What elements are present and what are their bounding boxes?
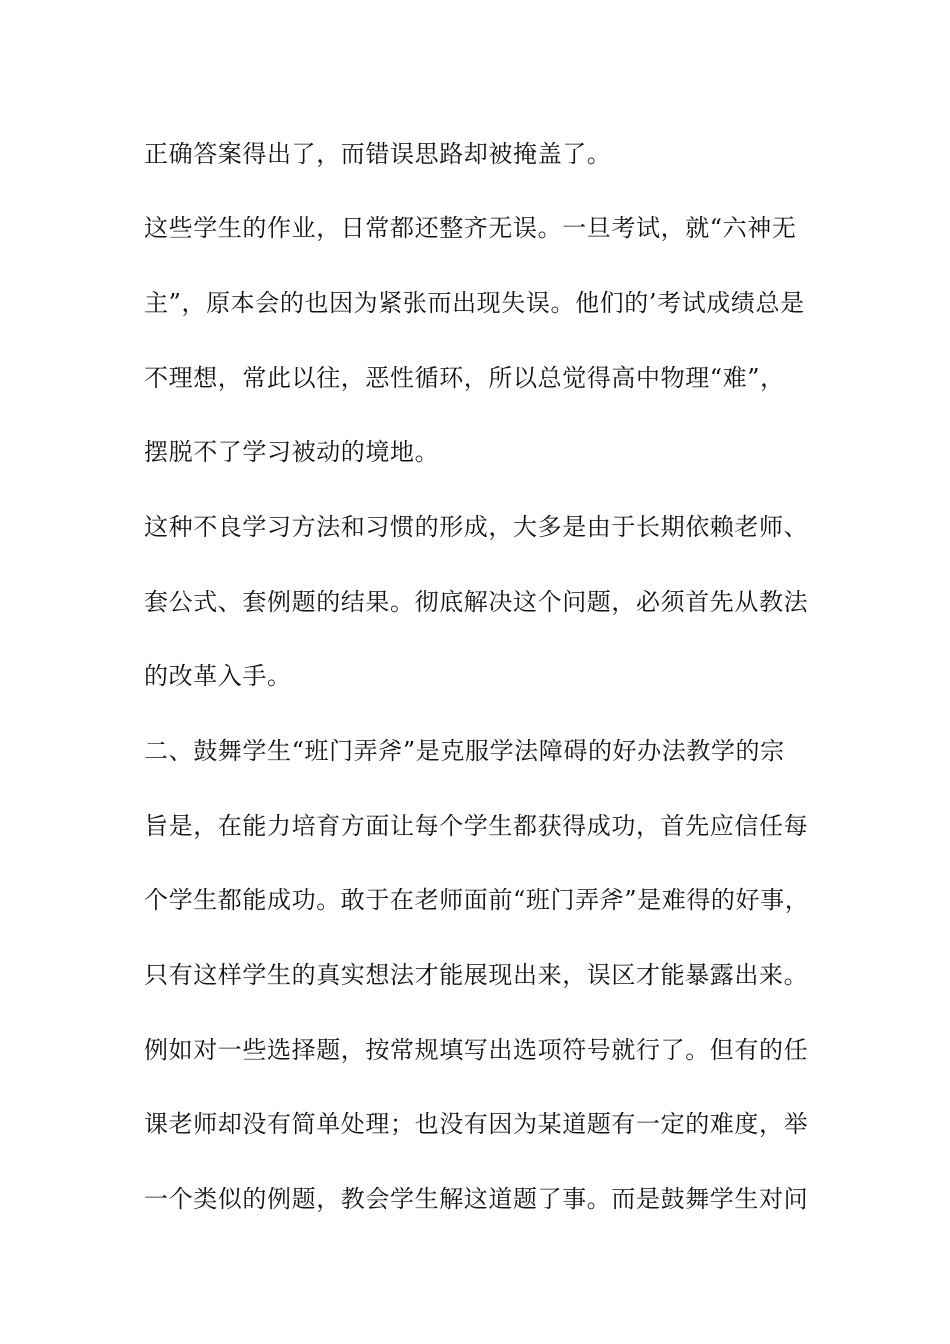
text-line: 套公式、套例题的结果。彻底解决这个问题，必须首先从教法 bbox=[144, 588, 809, 616]
text-line: 正确答案得出了，而错误思路却被掩盖了。 bbox=[144, 140, 612, 168]
text-line: 只有这样学生的真实想法才能展现出来，误区才能暴露出来。 bbox=[144, 961, 809, 989]
text-line: 例如对一些选择题，按常规填写出选项符号就行了。但有的任 bbox=[144, 1036, 809, 1064]
text-line: 旨是，在能力培育方面让每个学生都获得成功，首先应信任每 bbox=[144, 812, 809, 840]
text-line: 摆脱不了学习被动的境地。 bbox=[144, 438, 440, 466]
text-line: 一个类似的例题，教会学生解这道题了事。而是鼓舞学生对问 bbox=[144, 1185, 809, 1213]
text-line: 这种不良学习方法和习惯的形成，大多是由于长期依赖老师、 bbox=[144, 513, 809, 541]
text-line: 课老师却没有简单处理；也没有因为某道题有一定的难度，举 bbox=[144, 1110, 809, 1138]
text-line: 二、鼓舞学生“班门弄斧”是克服学法障碍的好办法教学的宗 bbox=[144, 737, 785, 765]
text-line: 不理想，常此以往，恶性循环，所以总觉得高中物理“难”， bbox=[144, 364, 785, 392]
text-line: 个学生都能成功。敢于在老师面前“班门弄斧”是难得的好事， bbox=[144, 886, 810, 914]
text-line: 的改革入手。 bbox=[144, 662, 292, 690]
text-line: 这些学生的作业，日常都还整齐无误。一旦考试，就“六神无 bbox=[144, 214, 797, 242]
text-line: 主”，原本会的也因为紧张而出现失误。他们的’考试成绩总是 bbox=[144, 289, 805, 317]
